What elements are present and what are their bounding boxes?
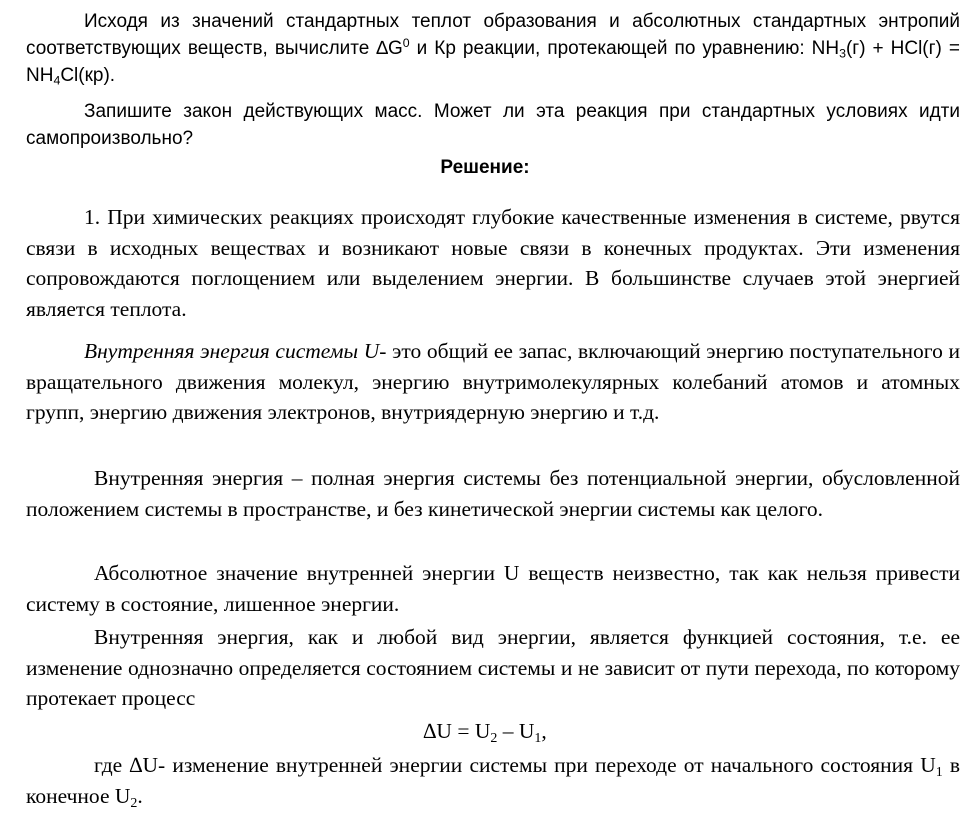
task-text: Cl(кр).: [60, 65, 116, 86]
paragraph-text: в конечное U: [26, 753, 961, 808]
task-question: [26, 98, 960, 152]
paragraph-text: 1. При химических реакциях происходят глубокие качественные изменения в системе, рвутся связи в исходных веществах и возникают новые связи в конечных продуктах. Эти изменения сопровождаются поглощением или выделением энергии. В большинстве случаев этой энергией является теплота.: [26, 205, 960, 321]
task-question-text: Запишите закон действующих масс. Может ли эта реакция при стандартных условиях идти самопроизвольно?: [26, 101, 960, 149]
paragraph-text: Внутренняя энергия, как и любой вид энергии, является функцией состояния, т.е. ее изменение однозначно определяется состоянием системы и не зависит от пути перехода, по которому протекает процесс: [26, 625, 960, 710]
solution-paragraph-5: [26, 622, 960, 714]
superscript: 0: [402, 36, 410, 51]
task-text: (г) + HCl(г) = NH: [26, 38, 960, 86]
formula-part: ,: [541, 719, 547, 743]
paragraph-text: где ∆U- изменение внутренней энергии системы при переходе от начального состояния U: [94, 753, 936, 777]
subscript: 3: [839, 46, 846, 61]
paragraph-text: .: [137, 783, 143, 808]
task-text: Исходя из значений стандартных теплот образования и абсолютных стандартных энтропий соответствующих веществ, вычислите ∆G: [26, 11, 960, 59]
subscript: 4: [53, 73, 61, 88]
subscript: 1: [935, 764, 943, 780]
paragraph-text: - это общий ее запас, включающий энергию поступательного и вращательного движения молекул, энергию внутримолекулярных колебаний атомов и атомных групп, энергию движения электронов, внутриядерную энергию и т.д.: [26, 339, 961, 424]
task-text: и Кр реакции, протекающей по уравнению: NH: [409, 38, 840, 59]
solution-paragraph-1: [26, 202, 960, 324]
subscript: 2: [130, 795, 138, 811]
formula-part: – U: [497, 719, 535, 743]
solution-paragraph-2: [26, 336, 960, 428]
paragraph-text: Абсолютное значение внутренней энергии U веществ неизвестно, так как нельзя привести систему в состояние, лишенное энергии.: [26, 561, 960, 616]
task-statement: [26, 8, 960, 89]
solution-paragraph-4: [26, 558, 960, 619]
subscript: 1: [534, 730, 542, 746]
solution-paragraph-3: [26, 463, 960, 524]
formula-delta-u: [0, 716, 970, 747]
formula-part: ∆U = U: [423, 719, 491, 743]
term-italic: Внутренняя энергия системы U: [84, 339, 380, 363]
solution-paragraph-6: [26, 750, 960, 811]
subscript: 2: [490, 730, 498, 746]
solution-heading: Решение:: [440, 157, 530, 178]
paragraph-text: Внутренняя энергия – полная энергия системы без потенциальной энергии, обусловленной положением системы в пространстве, и без кинетической энергии системы как целого.: [26, 466, 960, 521]
